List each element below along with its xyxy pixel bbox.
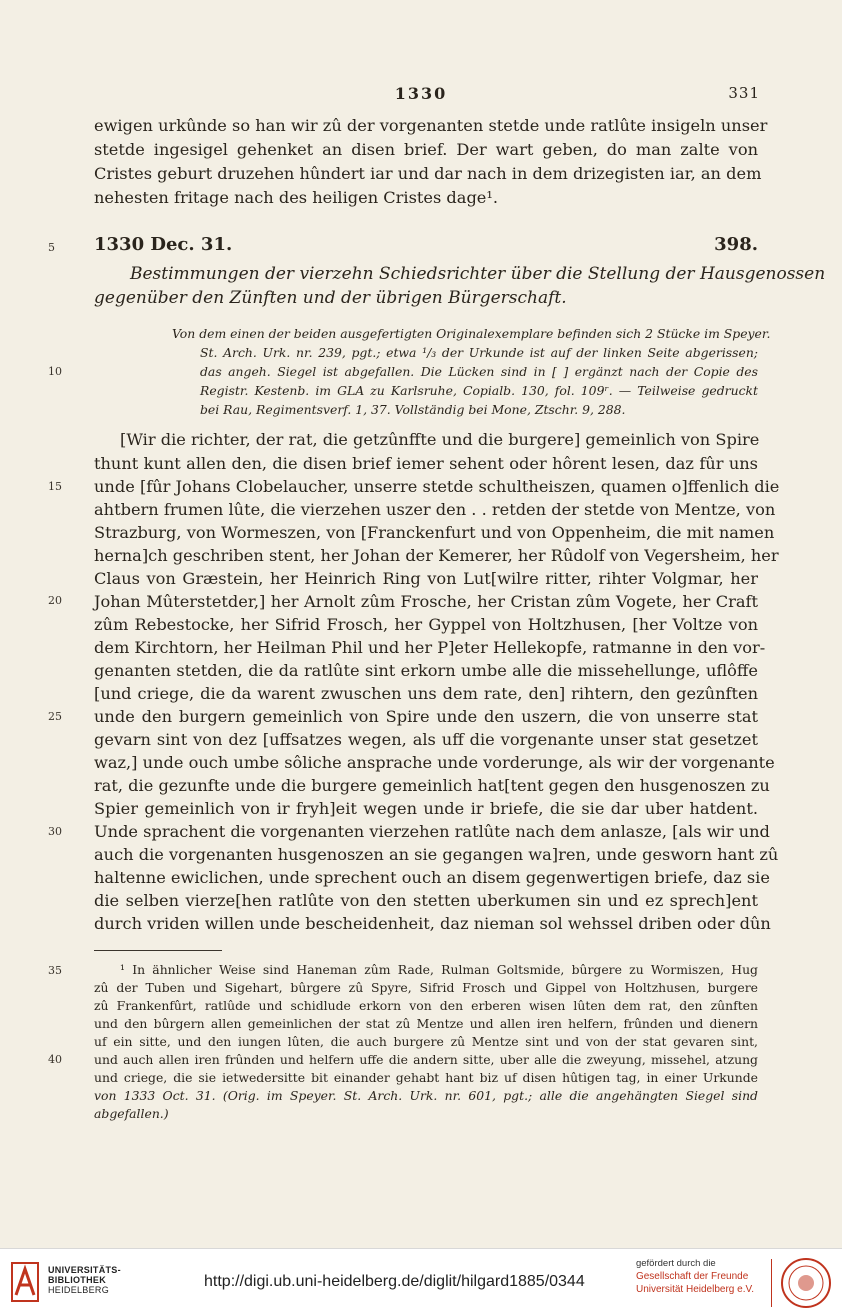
footnote-line: und criege, die sie ietwedersitte bit einander gehabt hant biz uf disen hûtigen tag, in einer Urkunde xyxy=(94,1070,758,1085)
source-note-line: bei Rau, Regimentsverf. 1, 37. Vollständig bei Mone, Ztschr. 9, 288. xyxy=(200,402,626,417)
intro-line: Cristes geburt druzehen hûndert iar und dar nach in dem drizegisten iar, an dem xyxy=(94,164,762,183)
body-line: rat, die gezunfte unde die burgere gemeinlich hat[tent gegen den husgenoszen zu xyxy=(94,776,770,795)
intro-line: nehesten fritage nach des heiligen Cristes dage¹. xyxy=(94,188,499,207)
line-number: 10 xyxy=(48,365,62,378)
line-number: 40 xyxy=(48,1053,62,1066)
footnote-line: zû der Tuben und Sigehart, bûrgere zû Spyre, Sifrid Frosch und Gippel von Holtzhusen, burgere xyxy=(94,980,758,995)
intro-line: stetde ingesigel gehenket an disen brief. Der wart geben, do man zalte von xyxy=(94,140,758,159)
document-title-line: gegenüber den Zünften und der übrigen Bürgerschaft. xyxy=(94,288,567,308)
body-line: zûm Rebestocke, her Sifrid Frosch, her Gyppel von Holtzhusen, [her Voltze von xyxy=(94,615,758,634)
document-title-line: Bestimmungen der vierzehn Schiedsrichter über die Stellung der Hausgenossen xyxy=(130,264,826,284)
line-number: 25 xyxy=(48,710,62,723)
intro-line: ewigen urkûnde so han wir zû der vorgenanten stetde unde ratlûte insigeln unser xyxy=(94,116,768,135)
running-header-year: 1330 xyxy=(394,84,448,103)
source-note-line: Registr. Kestenb. im GLA zu Karlsruhe, Copialb. 130, fol. 109ʳ. — Teilweise gedruckt xyxy=(200,383,758,398)
footnote-line: zû Frankenfûrt, ratlûde und schidlude erkorn von den erberen wisen lûten dem rat, den zûnften xyxy=(94,998,758,1013)
library-name xyxy=(48,1265,121,1295)
line-number: 35 xyxy=(48,964,62,977)
sponsor-block xyxy=(636,1257,754,1296)
body-line: Johan Mûterstetder,] her Arnolt zûm Frosche, her Cristan zûm Vogete, her Craft xyxy=(94,592,758,611)
sponsor-name: Universität Heidelberg e.V. xyxy=(635,1284,754,1295)
document-number: 398. xyxy=(714,234,758,255)
body-line: [Wir die richter, der rat, die getzûnffte und die burgere] gemeinlich von Spire xyxy=(120,430,760,449)
source-note-line: Von dem einen der beiden ausgefertigten Originalexemplare befinden sich 2 Stücke im Speyer. xyxy=(172,326,771,341)
body-line: dem Kirchtorn, her Heilman Phil und her P]eter Hellekopfe, ratmanne in den vor- xyxy=(94,638,766,657)
body-line: herna]ch geschriben stent, her Johan der Kemerer, her Rûdolf von Vegersheim, her xyxy=(94,546,779,565)
source-note-line: St. Arch. Urk. nr. 239, pgt.; etwa ¹/₃ der Urkunde ist auf der linken Seite abgerissen; xyxy=(200,345,758,360)
sponsor-name: Gesellschaft der Freunde xyxy=(635,1271,749,1282)
university-seal-icon xyxy=(780,1257,832,1309)
line-number: 20 xyxy=(48,594,62,607)
body-line: durch vriden willen unde bescheidenheit, daz nieman sol wehssel driben oder dûn xyxy=(94,914,771,933)
permalink-url[interactable]: http://digi.ub.uni-heidelberg.de/diglit/hilgard1885/0344 xyxy=(204,1273,585,1290)
body-line: unde den burgern gemeinlich von Spire unde den uszern, die von unserre stat xyxy=(94,707,758,726)
footnote-line: und den bûrgern allen gemeinlichen der stat zû Mentze und allen iren helfern, frûnden und dienern xyxy=(94,1016,758,1031)
line-number: 30 xyxy=(48,825,62,838)
footnote-line: ¹ In ähnlicher Weise sind Haneman zûm Rade, Rulman Goltsmide, bûrgere zu Wormiszen, Hug xyxy=(120,962,758,977)
line-number: 5 xyxy=(48,241,55,254)
library-name-line: UNIVERSITÄTS- xyxy=(48,1265,121,1275)
body-line: waz,] unde ouch umbe sôliche ansprache unde vorderunge, als wir der vorgenante xyxy=(94,753,775,772)
page-number: 331 xyxy=(728,84,760,102)
footer-divider xyxy=(771,1259,772,1307)
sponsor-intro: gefördert durch die xyxy=(635,1258,716,1269)
line-number: 15 xyxy=(48,480,62,493)
body-line: thunt kunt allen den, die disen brief iemer sehent oder hôrent lesen, daz fûr uns xyxy=(94,454,758,473)
footnote-line: abgefallen.) xyxy=(94,1106,169,1121)
footnote-rule xyxy=(94,950,222,951)
library-name-line: BIBLIOTHEK xyxy=(48,1275,106,1285)
body-line: unde [fûr Johans Clobelaucher, unserre stetde schultheiszen, quamen o]ffenlich die xyxy=(94,477,780,496)
body-line: Unde sprachent die vorgenanten vierzehen ratlûte nach dem anlasze, [als wir und xyxy=(94,822,770,841)
body-line: Strazburg, von Wormeszen, von [Franckenfurt und von Oppenheim, die mit namen xyxy=(94,523,775,542)
library-logo-icon xyxy=(10,1261,40,1303)
body-line: genanten stetden, die da ratlûte sint erkorn umbe alle die missehellunge, uflôffe xyxy=(94,661,758,680)
body-line: die selben vierze[hen ratlûte von den stetten uberkumen sin und ez sprech]ent xyxy=(94,891,758,910)
footnote-line: von 1333 Oct. 31. (Orig. im Speyer. St. Arch. Urk. nr. 601, pgt.; alle die angehängten Siegel sind xyxy=(94,1088,758,1103)
body-line: ahtbern frumen lûte, die vierzehen uszer den . . retden der stetde von Mentze, von xyxy=(94,500,776,519)
body-line: haltenne ewiclichen, unde sprechent ouch an disem gegenwertigen briefe, daz sie xyxy=(94,868,770,887)
document-date: 1330 Dec. 31. xyxy=(94,234,233,255)
footnote-line: uf ein sitte, und den iungen lûten, die auch burgere zû Mentze sint und von der stat gevaren sint, xyxy=(94,1034,758,1049)
body-line: [und criege, die da warent zwuschen uns dem rate, den] rihtern, den gezûnften xyxy=(94,684,758,703)
body-line: auch die vorgenanten husgenoszen an sie gegangen wa]ren, unde gesworn hant zû xyxy=(94,845,779,864)
source-note-line: das angeh. Siegel ist abgefallen. Die Lücken sind in [ ] ergänzt nach der Copie des xyxy=(200,364,758,379)
footnote-line: und auch allen iren frûnden und helfern uffe die andern sitte, uber alle die zweyung, missehel, atzung xyxy=(94,1052,758,1067)
body-line: gevarn sint von dez [uffsatzes wegen, als uff die vorgenante unser stat gesetzet xyxy=(94,730,758,749)
viewer-footer xyxy=(0,1248,842,1315)
body-line: Claus von Græstein, her Heinrich Ring von Lut[wilre ritter, rihter Volgmar, her xyxy=(94,569,758,588)
body-line: Spier gemeinlich von ir fryh]eit wegen unde ir briefe, die sie dar uber hatdent. xyxy=(94,799,758,818)
library-name-line: HEIDELBERG xyxy=(48,1285,110,1295)
